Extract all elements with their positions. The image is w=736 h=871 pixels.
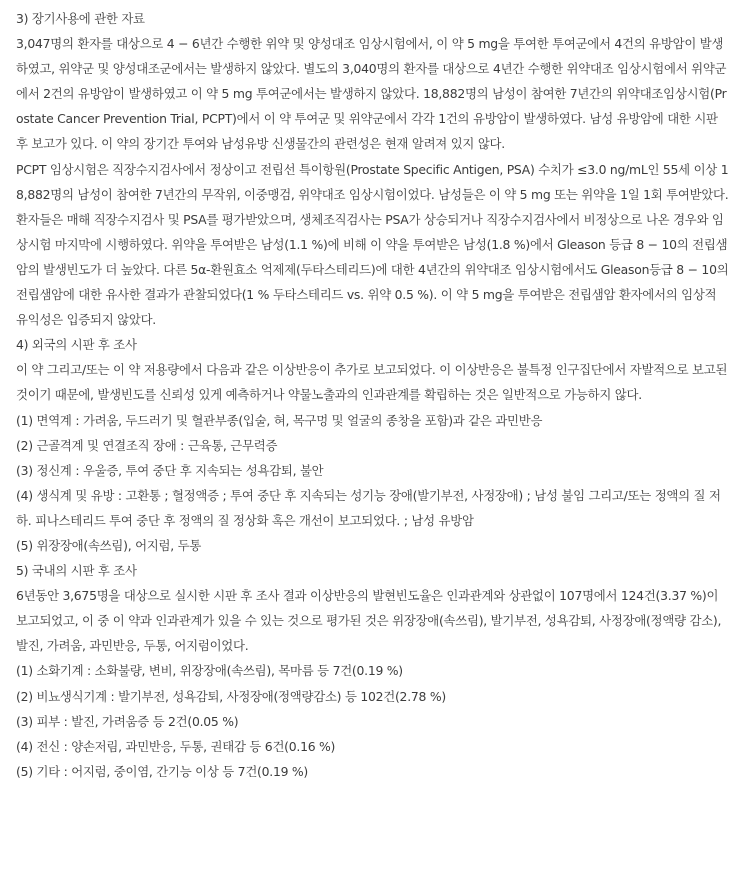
- paragraph-breast-cancer-trials: 3,047명의 환자를 대상으로 4 − 6년간 수행한 위약 및 양성대조 임상시험에서, 이 약 5 mg을 투여한 투여군에서 4건의 유방암이 발생하였고, 위약군 및 양성대조군에서는 발생하지 않았다. 별도의 3,040명의 환자를 대상으로 4년간 수행한 위약대조 임상시험에서 위약군에서 2건의 유방암이 발생하였고 이 약 5 mg 투여군에서는 발생하지 않았다. 18,882명의 남성이 참여한 7년간의 위약대조임상시험(Prostate Cancer Prevention Trial, PCPT)에서 이 약 투여군 및 위약군에서 각각 1건의 유방암이 발생하였다. 남성 유방암에 대한 시판 후 보고가 있다. 이 약의 장기간 투여와 남성유방 신생물간의 관련성은 현재 알려져 있지 않다.: [16, 36, 727, 152]
- list-item-skin: (3) 피부 : 발진, 가려움증 등 2건(0.05 %): [16, 713, 239, 729]
- paragraph-foreign-postmarketing-intro: 이 약 그리고/또는 이 약 저용량에서 다음과 같은 이상반응이 추가로 보고되었다. 이 이상반응은 불특정 인구집단에서 자발적으로 보고된 것이기 때문에, 발생빈도를 신뢰성 있게 예측하거나 약물노출과의 인과관계를 확립하는 것은 일반적으로 가능하지 않다.: [16, 362, 728, 403]
- list-item-urogenital: (2) 비뇨생식기계 : 발기부전, 성욕감퇴, 사정장애(정액량감소) 등 102건(2.78 %): [16, 688, 446, 704]
- list-item-systemic: (4) 전신 : 양손저림, 과민반응, 두통, 권태감 등 6건(0.16 %): [16, 738, 336, 754]
- list-item-reproductive: (4) 생식계 및 유방 : 고환통 ; 혈정액증 ; 투여 중단 후 지속되는 성기능 장애(발기부전, 사정장애) ; 남성 불임 그리고/또는 정액의 질 저하. 피나스테리드 투여 중단 후 정액의 질 정상화 혹은 개선이 보고되었다. ; 남성 유방암: [16, 487, 721, 528]
- list-item-gastro-dizziness: (5) 위장장애(속쓰림), 어지럼, 두통: [16, 537, 202, 553]
- paragraph-pcpt-trial: PCPT 임상시험은 직장수지검사에서 정상이고 전립선 특이항원(Prostate Specific Antigen, PSA) 수치가 ≤3.0 ng/mL인 55세 이상 18,882명의 남성이 참여한 7년간의 무작위, 이중맹검, 위약대조 임상시험이었다. 남성들은 이 약 5 mg 또는 위약을 1일 1회 투여받았다. 환자들은 매해 직장수지검사 및 PSA를 평가받았으며, 생체조직검사는 PSA가 상승되거나 직장수지검사에서 비정상으로 나온 경우와 임상시험 마지막에 시행하였다. 위약을 투여받은 남성(1.1 %)에 비해 이 약을 투여받은 남성(1.8 %)에서 Gleason 등급 8 − 10의 전립샘암의 발생빈도가 더 높았다. 다른 5α-환원효소 억제제(두타스테리드)에 대한 4년간의 위약대조 임상시험에서도 Gleason등급 8 − 10의 전립샘암에 대한 유사한 결과가 관찰되었다(1 % 두타스테리드 vs. 위약 0.5 %). 이 약 5 mg을 투여받은 전립샘암 환자에서의 임상적 유익성은 입증되지 않았다.: [16, 161, 729, 328]
- list-item-immune: (1) 면역계 : 가려움, 두드러기 및 혈관부종(입술, 혀, 목구멍 및 얼굴의 종창을 포함)과 같은 과민반응: [16, 412, 543, 428]
- list-item-musculoskeletal: (2) 근골격계 및 연결조직 장애 : 근육통, 근무력증: [16, 437, 278, 453]
- list-item-digestive: (1) 소화기계 : 소화불량, 변비, 위장장애(속쓰림), 목마름 등 7건(0.19 %): [16, 663, 403, 679]
- list-item-other: (5) 기타 : 어지럼, 중이염, 간기능 이상 등 7건(0.19 %): [16, 763, 309, 779]
- list-item-psychiatric: (3) 정신계 : 우울증, 투여 중단 후 지속되는 성욕감퇴, 불안: [16, 462, 324, 478]
- section-heading-foreign-postmarketing: 4) 외국의 시판 후 조사: [16, 337, 137, 353]
- section-heading-domestic-postmarketing: 5) 국내의 시판 후 조사: [16, 563, 137, 579]
- paragraph-domestic-postmarketing: 6년동안 3,675명을 대상으로 실시한 시판 후 조사 결과 이상반응의 발현빈도율은 인과관계와 상관없이 107명에서 124건(3.37 %)이 보고되었고, 이 중 이 약과 인과관계가 있을 수 있는 것으로 평가된 것은 위장장애(속쓰림), 발기부전, 성욕감퇴, 사정장애(정액량 감소), 발진, 가려움, 과민반응, 두통, 어지럼이었다.: [16, 588, 722, 654]
- section-heading-long-term-use: 3) 장기사용에 관한 자료: [16, 11, 145, 26]
